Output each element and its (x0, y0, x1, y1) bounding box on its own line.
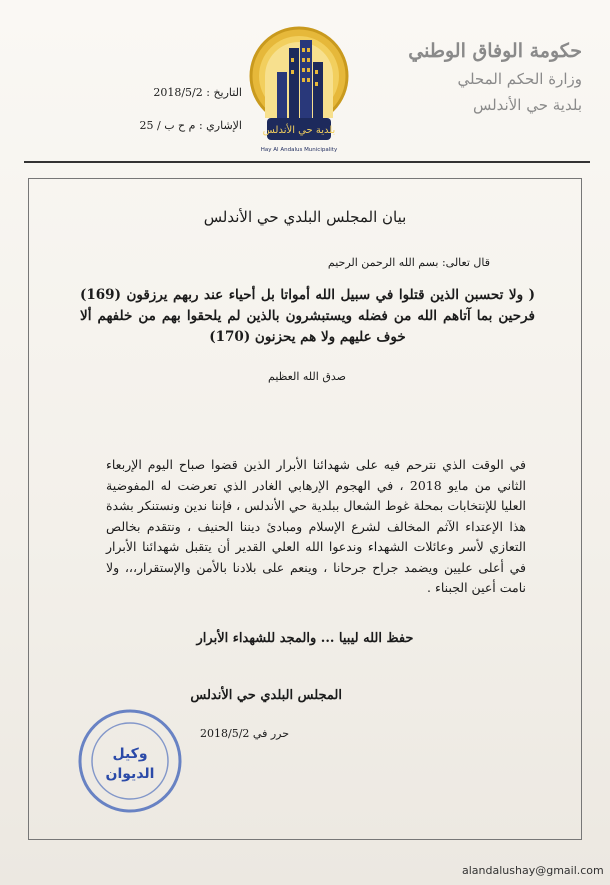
svg-text:الديوان: الديوان (105, 766, 155, 782)
svg-text:وكيل: وكيل (112, 746, 148, 762)
signature-line: المجلس البلدي حي الأندلس (190, 688, 342, 703)
reference-value: م ح ب / 25 (139, 119, 196, 132)
closing-line: حفظ الله ليبيا ... والمجد للشهداء الأبرار (196, 631, 414, 646)
date-value: 2018/5/2 (153, 86, 203, 99)
quran-verse: ( ولا تحسبن الذين قتلوا في سبيل الله أمواتا بل أحياء عند ربهم يرزقون (169) فرحين بما آتاهم الله من فضله ويستبشرون بالذين لم يلحقوا بهم من خلفهم ألا خوف عليهم ولا هم يحزنون (170) (80, 287, 535, 345)
reference-label: الإشاري (206, 119, 242, 132)
statement-body: في الوقت الذي نترحم فيه على شهدائنا الأبرار الذين قضوا صباح اليوم الإربعاء الثاني من مايو 2018 ، في الهجوم الإرهابي الغادر الذي تعرضت له المفوضية العليا للإنتخابات بمحلة غوط الشعال ببلدية حي الأندلس ، فإننا ندين ونستنكر بشدة هذا الإعتداء الآثم المخالف لشرع الإسلام ومبادئ ديننا الحنيف ، ونتقدم بخالص التعازي لأسر وعائلات الشهداء وندعوا الله العلي القدير أن يتقبل شهدائنا الأبرار في أعلى عليين ويضمد جراح جرحانا ، وينعم على بلادنا بالأمن والإستقرار،،، ولا نامت أعين الجبناء . (106, 457, 526, 595)
header-divider (24, 161, 590, 163)
sadaq-line: صدق الله العظيم (268, 370, 346, 383)
document-title: بيان المجلس البلدي حي الأندلس (203, 208, 407, 226)
header-right-block (382, 40, 582, 114)
svg-text:Hay Al Andalus Municipality: Hay Al Andalus Municipality (260, 147, 338, 153)
ministry-name: وزارة الحكم المحلي (457, 70, 582, 88)
basmala: قال تعالى: بسم الله الرحمن الرحيم (327, 256, 490, 269)
government-title: حكومة الوفاق الوطني (408, 40, 582, 62)
issue-date: حرر في 2018/5/2 (200, 727, 290, 740)
date-row: التاريخ : 2018/5/2 (153, 86, 242, 99)
footer-email: alandalushay@gmail.com (462, 864, 604, 877)
municipality-name: بلدية حي الأندلس (472, 96, 582, 114)
reference-row: الإشاري : م ح ب / 25 (139, 119, 242, 132)
date-label: التاريخ (213, 86, 242, 99)
header-left-block (70, 86, 242, 152)
municipality-logo (243, 18, 355, 158)
official-stamp (75, 706, 185, 816)
svg-text:بلدية حي الأندلس: بلدية حي الأندلس (262, 125, 336, 136)
